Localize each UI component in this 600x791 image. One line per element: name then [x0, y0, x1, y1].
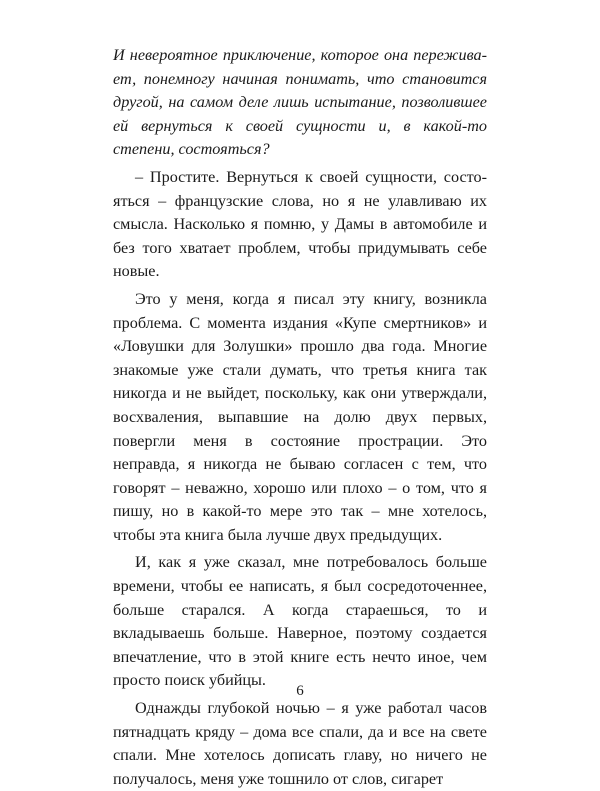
paragraph-answer-4: Однажды глубокой ночью – я уже работал часов пятнадцать кряду – дома все спали, да и все на свете спали. Мне хотелось дописать главу, но ничего не получалось, меня уже тошнило от слов, сигарет — [113, 699, 487, 788]
paragraph-answer-1: – Простите. Вернуться к своей сущности, состояться – французские слова, но я не улавливаю их смысла. Насколько я помню, у Дамы в автомобиле и без того хватает проблем, чтобы придумывать себе новые. — [113, 167, 487, 281]
page-number: 6 — [296, 683, 304, 699]
paragraph-answer-3: И, как я уже сказал, мне потребовалось больше времени, чтобы ее написать, я был сосредоточеннее, больше старался. А когда стараешься, то и вкладываешь больше. Наверное, поэтому создается впечатление, что в этой книге есть нечто иное, чем просто поиск убийцы. — [113, 553, 487, 690]
page-body — [113, 44, 487, 791]
paragraph-question: И невероятное приключение, которое она переживает, понемногу начиная понимать, что становится другой, на самом деле лишь испытание, позволившее ей вернуться к своей сущности и, в какой-то степени, состояться? — [113, 46, 487, 159]
paragraph-answer-2: Это у меня, когда я писал эту книгу, возникла проблема. С момента издания «Купе смертников» и «Ловушки для Золушки» прошло два года. Многие знакомые уже стали думать, что третья книга так никогда и не выйдет, поскольку, как они утверждали, восхваления, выпавшие на долю двух первых, повергли меня в состояние прострации. Это неправда, я никогда не бываю согласен с тем, что говорят – неважно, хорошо или плохо – о том, что я пишу, но в какой-то мере это так – мне хотелось, чтобы эта книга была лучше двух предыдущих. — [113, 289, 487, 544]
